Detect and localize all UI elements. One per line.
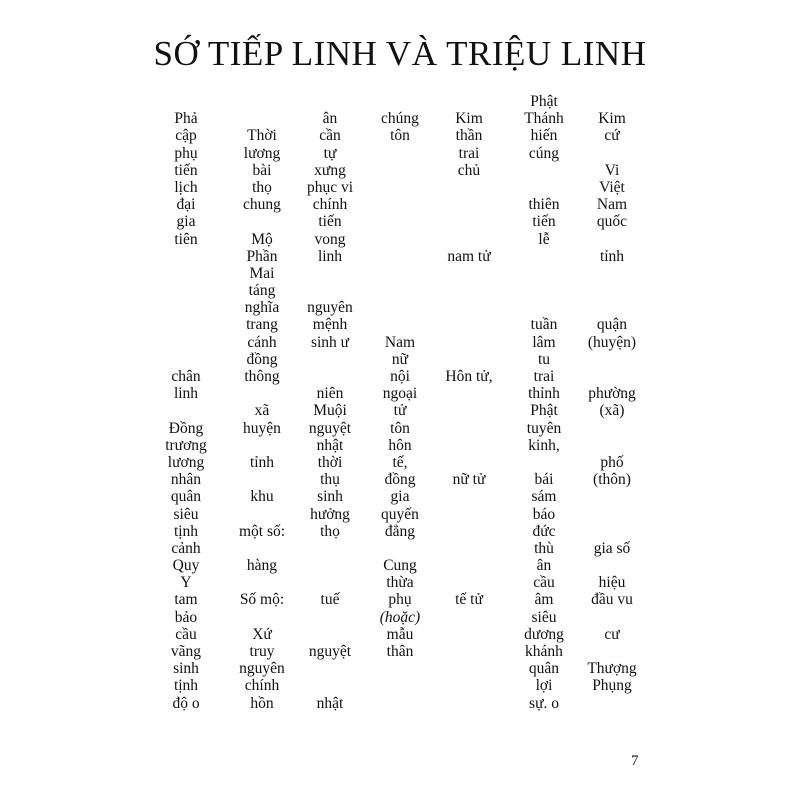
column-word: đại [176, 196, 196, 214]
column-word: sinh [317, 488, 343, 506]
column-word: niên [316, 385, 344, 403]
column-word: cầu [533, 574, 555, 592]
column-word: tiến [318, 213, 342, 231]
column-word: tuế [320, 591, 340, 609]
column-word: Kim [598, 110, 626, 128]
column-word: sám [531, 488, 557, 506]
column-word: tế, [392, 453, 408, 471]
column-word: nữ tử [452, 471, 486, 489]
page-title: SỚ TIẾP LINH VÀ TRIỆU LINH [153, 34, 647, 73]
column-word: cúng [528, 144, 560, 162]
column-word: sinh ư [310, 333, 350, 351]
column-word: bái [534, 471, 554, 489]
column-word: báo [532, 505, 556, 523]
column-word: Phật [530, 402, 558, 420]
column-word [566, 93, 658, 110]
column-word: âm [534, 591, 554, 609]
column-word: tịnh [173, 522, 199, 540]
column-word: thần [455, 127, 483, 145]
column-word: siêu [173, 505, 199, 523]
column-word: đầu vu [591, 591, 633, 609]
column-word: trai [458, 144, 480, 162]
column-word: Phật [530, 93, 558, 110]
column-word [566, 488, 658, 505]
column-word: tỉnh [599, 247, 625, 265]
column-word: quân [528, 660, 560, 678]
column-word: lương [243, 144, 281, 162]
column-word: (thôn) [593, 471, 631, 489]
column-word: nội [390, 368, 410, 385]
column-word: tế tử [455, 591, 483, 609]
column-word: phục vi [306, 178, 354, 196]
column-word: chung [243, 196, 281, 214]
column-word: Việt [599, 178, 625, 196]
column-word [566, 231, 658, 248]
column-word: Phần [246, 247, 278, 265]
column-word: thọ [320, 522, 340, 540]
column-word [566, 523, 658, 540]
column-word: sự. o [529, 694, 559, 712]
column-word: thân [386, 643, 414, 660]
column-word: chúng [381, 110, 419, 128]
column-word: siêu [531, 608, 557, 626]
column-word: nguyên [307, 299, 353, 317]
column-word [566, 557, 658, 574]
column-word: Nam [384, 333, 416, 351]
column-word: gia [176, 213, 196, 231]
column-word: một số: [238, 522, 286, 540]
column-word [566, 145, 658, 162]
column-word: hiệu [598, 574, 626, 592]
column-word: Mai [249, 264, 275, 282]
column-word: nhật [316, 694, 344, 712]
column-word: chính [244, 677, 280, 695]
column-word: Thời [247, 127, 277, 145]
column-word: quân [170, 488, 202, 506]
column-word: chủ [457, 161, 481, 179]
column-word: thời [317, 453, 343, 471]
column-word: cánh [247, 333, 277, 351]
column-word: Hôn tử, [445, 368, 493, 385]
column-word: Quy [172, 557, 200, 575]
column-word: hàng [246, 557, 278, 575]
column-word: xã [254, 402, 270, 420]
column-word: gia [390, 488, 410, 506]
column-word: Nam [596, 196, 628, 214]
column-word: tịnh [173, 677, 199, 695]
column-word [566, 609, 658, 626]
column-word: cầu [175, 625, 197, 643]
column-word: quận [596, 316, 628, 334]
column-word: tỉnh [249, 453, 275, 471]
column-word: tuần [530, 316, 558, 334]
column-word: (huyện) [587, 333, 637, 351]
column-word: truy [249, 643, 275, 660]
column-word [566, 506, 658, 523]
column-word: Kim [455, 110, 483, 128]
column-word: đức [532, 522, 556, 540]
column-word: trang [246, 316, 278, 334]
column-word: thụ [320, 471, 340, 489]
column-word: Y [180, 574, 192, 592]
column-word: ngoại [382, 385, 418, 403]
column-word: ân [322, 110, 338, 128]
column-word: cần [319, 127, 341, 145]
column-word [566, 643, 658, 660]
column-word: tiến [174, 161, 198, 179]
column-word [566, 299, 658, 316]
column-word: dương [524, 625, 564, 643]
column-word: chính [312, 196, 348, 214]
column-word: thù [534, 539, 554, 557]
column-word [566, 368, 658, 385]
column-word: đẳng [384, 522, 416, 540]
column-word: lễ [538, 230, 550, 248]
column-word: đồng [384, 471, 416, 489]
column-word: tự [323, 144, 337, 162]
column-word: Mộ [251, 230, 273, 248]
column-word [566, 351, 658, 368]
column-word: Muội [313, 402, 347, 420]
column-word: Phả [174, 110, 198, 128]
column-word: lịch [174, 178, 198, 196]
column-word: nguyệt [308, 643, 352, 660]
column-word: tử [393, 402, 407, 420]
column-word: mệnh [312, 316, 348, 334]
column-word: tiến [532, 213, 556, 231]
column-word: trương [165, 436, 207, 454]
column-word: gia số [593, 539, 631, 557]
column-word: thừa [386, 574, 414, 592]
column-word: bảo [174, 608, 198, 626]
column-word: Phụng [592, 677, 632, 695]
column-word: tam [174, 591, 198, 609]
column-word: (hoặc) [379, 608, 421, 626]
column-word: quyến [381, 505, 419, 523]
column-word: ân [536, 557, 552, 575]
column-word: nam tử [447, 247, 491, 265]
column-word: nghĩa [244, 299, 280, 317]
column-word: hưởng [310, 505, 350, 523]
column-word: phố [600, 453, 624, 471]
column-word [566, 420, 658, 437]
column-word: cập [175, 127, 197, 145]
column-word: Thượng [587, 660, 637, 678]
column-word: tuyên [526, 419, 562, 437]
column-word: Thánh [524, 110, 564, 128]
column-word: tu [537, 350, 551, 368]
column-word: linh [173, 385, 199, 403]
column-word: thiên [528, 196, 560, 214]
column-word: quốc [596, 213, 628, 231]
column-word: mẫu [386, 625, 414, 643]
column-word: trai [533, 368, 555, 385]
column-word: hiến [530, 127, 558, 145]
column-word: độ o [172, 694, 200, 712]
column-word: xưng [314, 161, 346, 179]
column-word: khu [250, 488, 274, 506]
column-word: Đồng [168, 419, 204, 437]
column-word: lợi [535, 677, 553, 695]
column-word: hồn [250, 694, 274, 712]
column-word: cảnh [171, 539, 201, 557]
column-word: Cung [383, 557, 417, 575]
column-word: bài [252, 161, 272, 179]
column-word: nguyên [239, 660, 285, 678]
column-word: Xứ [252, 625, 272, 643]
column-word: táng [248, 282, 276, 300]
column-word: thỉnh [528, 385, 560, 403]
column-word: lương [167, 453, 205, 471]
column-word: cứ [604, 127, 620, 145]
column-word: phụ [174, 144, 198, 162]
column-word: đồng [246, 350, 278, 368]
column-word: tôn [390, 127, 410, 145]
column-word: lâm [532, 333, 556, 351]
column-word: vãng [170, 643, 202, 660]
column-word: phường [588, 385, 636, 403]
column-word [566, 437, 658, 454]
column-word [566, 282, 658, 299]
column-word: nhân [170, 471, 202, 489]
column-word: hôn [388, 436, 412, 454]
column-word: nhật [316, 436, 344, 454]
text-column-7 [566, 93, 658, 712]
column-word: nguyệt [308, 419, 352, 437]
column-word: thông [244, 368, 280, 385]
column-word [566, 695, 658, 712]
column-word: chân [171, 368, 201, 385]
column-word: huyện [243, 419, 281, 437]
column-word: (xã) [599, 402, 625, 420]
column-word: thọ [252, 178, 272, 196]
column-word: Vi [604, 161, 620, 179]
column-word: nữ [391, 350, 409, 368]
column-word: tôn [390, 419, 410, 437]
column-word: khánh [525, 643, 563, 660]
page-number: 7 [631, 753, 639, 769]
column-word: kinh, [528, 436, 560, 454]
column-word [566, 265, 658, 282]
column-word: Số mộ: [239, 591, 285, 609]
column-word: vong [314, 230, 346, 248]
column-word: tiên [174, 230, 198, 248]
column-word: phụ [388, 591, 412, 609]
column-word: linh [317, 247, 343, 265]
column-word: cư [604, 625, 620, 643]
column-word: sinh [173, 660, 199, 678]
